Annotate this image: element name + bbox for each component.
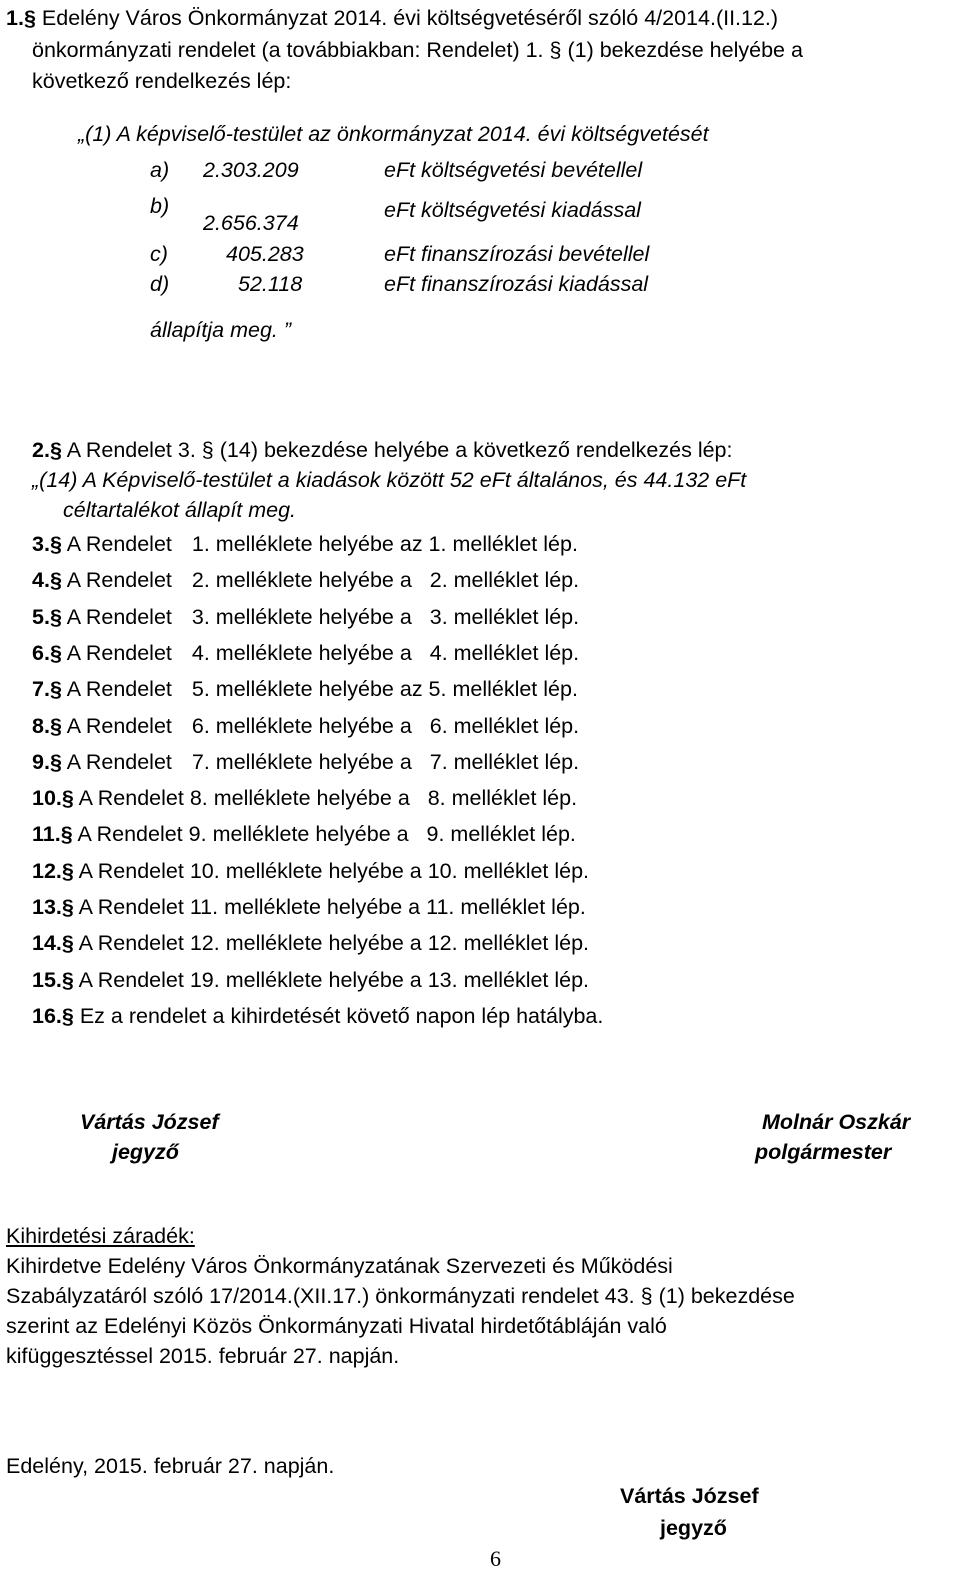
signature-left-name: Vártás József [80,1110,219,1134]
item-1-line-1 [6,8,778,30]
item-text-a: A Rendelet [66,749,172,774]
item-text-b: melléklete helyébe a 13. melléklet lép. [225,967,590,992]
quote-1-row-d-letter: d) [150,272,170,296]
item-text-a: Ez a rendelet a kihirdetését követő napon lép hatályba. [79,1003,604,1028]
item-text-b: 2. melléklete helyébe a 2. melléklet lép. [191,568,580,593]
quote-1-row-a-letter: a) [150,158,170,182]
clause-line-2 [6,1286,795,1308]
section-sign: § [640,1284,653,1308]
quote-1-outro: állapítja meg. ” [150,318,292,342]
page-number: 6 [490,1546,501,1571]
item-text-b: melléklete helyébe a 10. melléklet lép. [225,858,590,883]
quote-1-row-c-letter: c) [150,242,168,266]
clause-line-4: kifüggesztéssel 2015. február 27. napján. [6,1344,400,1368]
footer-title: jegyző [660,1516,727,1540]
item-number: 9. [32,749,50,774]
clause-line-2b: (1) bekezdése [658,1284,795,1308]
section-sign: § [61,931,74,956]
item-number: 2. [32,438,50,462]
item-number: 13. [32,895,62,919]
list-item [32,640,580,665]
item-1-text-1: Edelény Város Önkormányzat 2014. évi költségvetéséről szóló 4/2014.(II.12.) [41,6,779,30]
signature-left-title: jegyző [112,1140,179,1164]
item-number: 15. [32,967,62,992]
clause-heading: Kihirdetési záradék: [6,1224,195,1248]
item-2-text: A Rendelet 3. [66,438,196,462]
item-number: 5. [32,604,50,629]
item-text-b: melléklete helyébe a 11. melléklet lép. [224,895,586,919]
item-2-line [32,440,733,462]
section-sign: § [61,967,74,992]
section-sign: § [49,713,62,738]
quote-1-row-a-desc: eFt költségvetési bevétellel [384,158,643,182]
quote-1-row-a-amount: 2.303.209 [203,158,299,182]
section-sign: § [49,677,62,702]
clause-line-1: Kihirdetve Edelény Város Önkormányzatának Szervezeti és Működési [6,1254,673,1278]
item-text-a: A Rendelet [66,532,172,556]
quote-1-row-b-desc: eFt költségvetési kiadással [384,198,641,222]
item-text-a: A Rendelet 11. [78,895,219,919]
item-text-b: 7. melléklete helyébe a 7. melléklet lép. [191,749,580,774]
section-sign: § [549,38,562,62]
item-number: 7. [32,677,50,702]
quote-1-row-d-desc: eFt finanszírozási kiadással [384,272,649,296]
item-number: 6. [32,640,50,665]
signature-right-name: Molnár Oszkár [762,1110,911,1134]
item-text-a: A Rendelet 10. [78,858,220,883]
item-1-text-2b: (1) bekezdése helyébe a [567,38,803,62]
clause-line-3: szerint az Edelényi Közös Önkormányzati Hivatal hirdetőtábláján való [6,1314,667,1338]
list-item [32,749,580,774]
footer-date: Edelény, 2015. február 27. napján. [6,1454,335,1478]
list-item [32,824,576,846]
section-sign: § [49,749,62,774]
item-text-b: 1. melléklete helyébe az 1. melléklet lép. [191,532,578,556]
item-text-b: 4. melléklete helyébe a 4. melléklet lép. [191,640,580,665]
item-text-a: A Rendelet [66,568,172,593]
item-1-line-3: következő rendelkezés lép: [32,69,292,93]
section-sign: § [49,604,62,629]
list-item [32,679,578,701]
item-2-text-2: (14) bekezdése helyébe a következő rendelkezés lép: [219,438,733,462]
quote-1-row-b-letter: b) [150,194,170,218]
item-text-a: A Rendelet 19. [78,967,220,992]
section-sign: § [61,786,74,811]
item-text-a: A Rendelet [66,677,172,702]
list-item [32,534,578,556]
item-number: 4. [32,568,50,593]
item-number: 10. [32,786,62,811]
list-item [32,897,586,919]
footer-name: Vártás József [620,1484,759,1508]
quote-1-intro: „(1) A képviselő-testület az önkormányzat 2014. évi költségvetését [78,122,709,146]
list-item [32,604,580,629]
item-text-a: A Rendelet 12. [78,931,220,956]
item-text-b: 3. melléklete helyébe a 3. melléklet lép. [191,604,580,629]
quote-1-row-c-amount: 405.283 [226,242,304,266]
item-number: 16. [32,1003,62,1028]
item-2-quote-1: „(14) A Képviselő-testület a kiadások között 52 eFt általános, és 44.132 eFt [32,468,747,492]
item-number: 8. [32,713,50,738]
list-item [32,1003,604,1028]
item-text-b: melléklete helyébe a 9. melléklet lép. [212,822,576,847]
item-text-a: A Rendelet [66,713,172,738]
section-sign: § [49,640,62,665]
section-sign: § [61,895,74,919]
list-item [32,788,577,810]
section-sign: § [49,568,62,593]
item-number: 1. [6,6,24,30]
item-text-b: 6. melléklete helyébe a 6. melléklet lép. [191,713,580,738]
item-1-text-2: önkormányzati rendelet (a továbbiakban: Rendelet) 1. [32,38,544,62]
quote-1-row-b-amount: 2.656.374 [203,211,299,235]
item-number: 14. [32,931,62,956]
item-text-b: 5. melléklete helyébe az 5. melléklet lép. [191,677,578,702]
section-sign: § [61,858,74,883]
clause-line-2a: Szabályzatáról szóló 17/2014.(XII.17.) önkormányzati rendelet 43. [6,1284,635,1308]
list-item [32,933,589,955]
item-2-quote-2: céltartalékot állapít meg. [63,498,297,522]
section-sign: § [49,438,62,462]
section-sign: § [60,822,73,847]
signature-right-title: polgármester [755,1140,892,1164]
item-number: 12. [32,858,62,883]
section-sign: § [23,6,36,30]
section-sign: § [61,1003,74,1028]
item-text-a: A Rendelet 9. [77,822,207,847]
item-text-a: A Rendelet 8. [78,786,208,811]
item-text-a: A Rendelet [66,604,172,629]
list-item [32,858,590,883]
item-text-a: A Rendelet [66,640,172,665]
list-item [32,967,590,992]
item-number: 3. [32,532,50,556]
list-item [32,570,579,592]
item-1-line-2 [32,40,803,62]
section-sign: § [49,532,62,556]
list-item [32,713,580,738]
quote-1-row-d-amount: 52.118 [238,272,303,296]
item-text-b: melléklete helyébe a 12. melléklet lép. [225,931,590,956]
item-text-b: melléklete helyébe a 8. melléklet lép. [213,786,578,811]
item-number: 11. [32,822,61,847]
quote-1-row-c-desc: eFt finanszírozási bevétellel [384,242,650,266]
section-sign: § [201,438,214,462]
